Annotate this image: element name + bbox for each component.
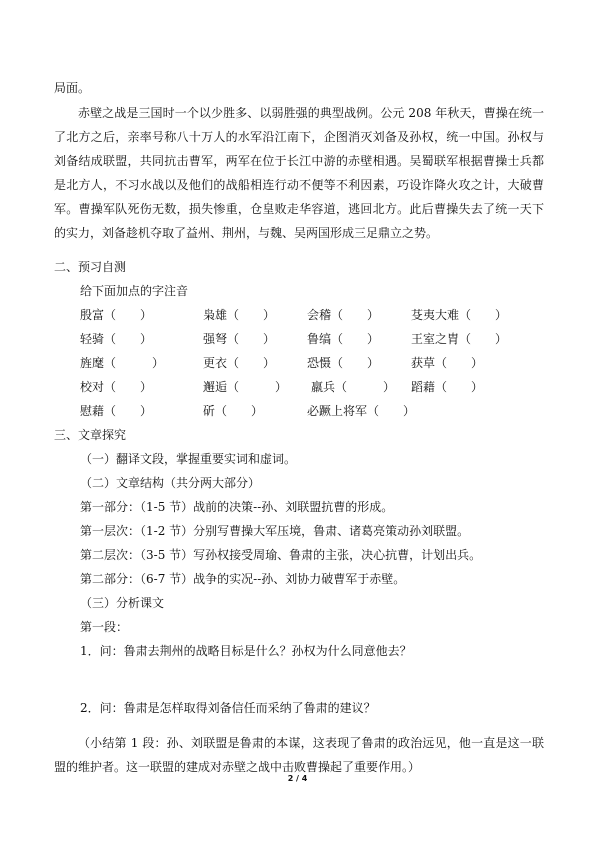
exercise-item: 恐慑（ ） (307, 356, 380, 370)
exercise-item: 邂逅（ ） (203, 380, 288, 394)
page-number: 2 / 4 (287, 774, 308, 783)
exercise-item: 更衣（ ） (203, 356, 276, 370)
exercise-item: 强弩（ ） (203, 332, 276, 346)
exercise-item: 慰藉（ ） (80, 404, 153, 418)
exercise-item: 会稽（ ） (307, 308, 380, 322)
exercise-item: 旌麾（ ） (80, 356, 165, 370)
exercise-item: 蹈藉（ ） (411, 380, 484, 394)
exercise-item: 校对（ ） (80, 380, 153, 394)
section3-line: 第一段： (80, 620, 129, 634)
intro-paragraph: 赤壁之战是三国时一个以少胜多、以弱胜强的典型战例。公元 208 年秋天，曹操在统一了北方之后，亲率号称八十万人的水军沿江南下，企图消灭刘备及孙权，统一中国。孙权与刘备结成联盟，共同抗击曹军，两军在位于长江中游的赤壁相遇。吴蜀联军根据曹操士兵都是北方人，不习水战以及他们的战船相连行动不便等不利因素，巧设诈降火攻之计，大破曹军。曹操军队死伤无数，损失惨重，仓皇败走华容道，逃回北方。此后曹操失去了统一天下的实力，刘备趁机夺取了益州、荆州，与魏、吴两国形成三足鼎立之势。 (54, 106, 544, 240)
question-1: 1．问：鲁肃去荆州的战略目标是什么？孙权为什么同意他去？ (80, 644, 412, 658)
exercise-item: 轻骑（ ） (80, 332, 153, 346)
exercise-item: 枭雄（ ） (203, 308, 276, 322)
section3-line: 第二部分：（6-7 节）战争的实况--孙、刘协力破曹军于赤壁。 (80, 572, 406, 586)
section3-heading: 三、文章探究 (54, 428, 127, 442)
question-2: 2．问：鲁肃是怎样取得刘备信任而采纳了鲁肃的建议？ (80, 701, 376, 715)
section3-line: （二）文章结构（共分两大部分） (80, 476, 261, 490)
exercise-item: 获草（ ） (411, 356, 484, 370)
exercise-item: 羸兵（ ） (311, 380, 396, 394)
section2-instruction: 给下面加点的字注音 (80, 284, 189, 298)
section3-line: 第一层次：（1-2 节）分别写曹操大军压境，鲁肃、诸葛亮策动孙刘联盟。 (80, 524, 470, 538)
section2-heading: 二、预习自测 (54, 260, 127, 274)
top-fragment: 局面。 (54, 81, 91, 95)
exercise-item: 斫（ ） (203, 404, 264, 418)
exercise-item: 鲁缟（ ） (307, 332, 380, 346)
section3-line: 第二层次：（3-5 节）写孙权接受周瑜、鲁肃的主张，决心抗曹，计划出兵。 (80, 548, 482, 562)
summary-paragraph: （小结第 1 段：孙、刘联盟是鲁肃的本谋，这表现了鲁肃的政治远见，他一直是这一联盟的维护者。这一联盟的建成对赤壁之战中击败曹操起了重要作用。） (54, 736, 544, 774)
exercise-item: 芟夷大难（ ） (411, 308, 508, 322)
section3-line: （一）翻译文段，掌握重要实词和虚词。 (80, 452, 297, 466)
exercise-item: 殷富（ ） (80, 308, 153, 322)
section3-line: 第一部分：（1-5 节）战前的决策--孙、刘联盟抗曹的形成。 (80, 500, 394, 514)
section3-line: （三）分析课文 (80, 596, 165, 610)
exercise-item: 王室之胄（ ） (411, 332, 508, 346)
exercise-item: 必蹶上将军（ ） (307, 404, 416, 418)
